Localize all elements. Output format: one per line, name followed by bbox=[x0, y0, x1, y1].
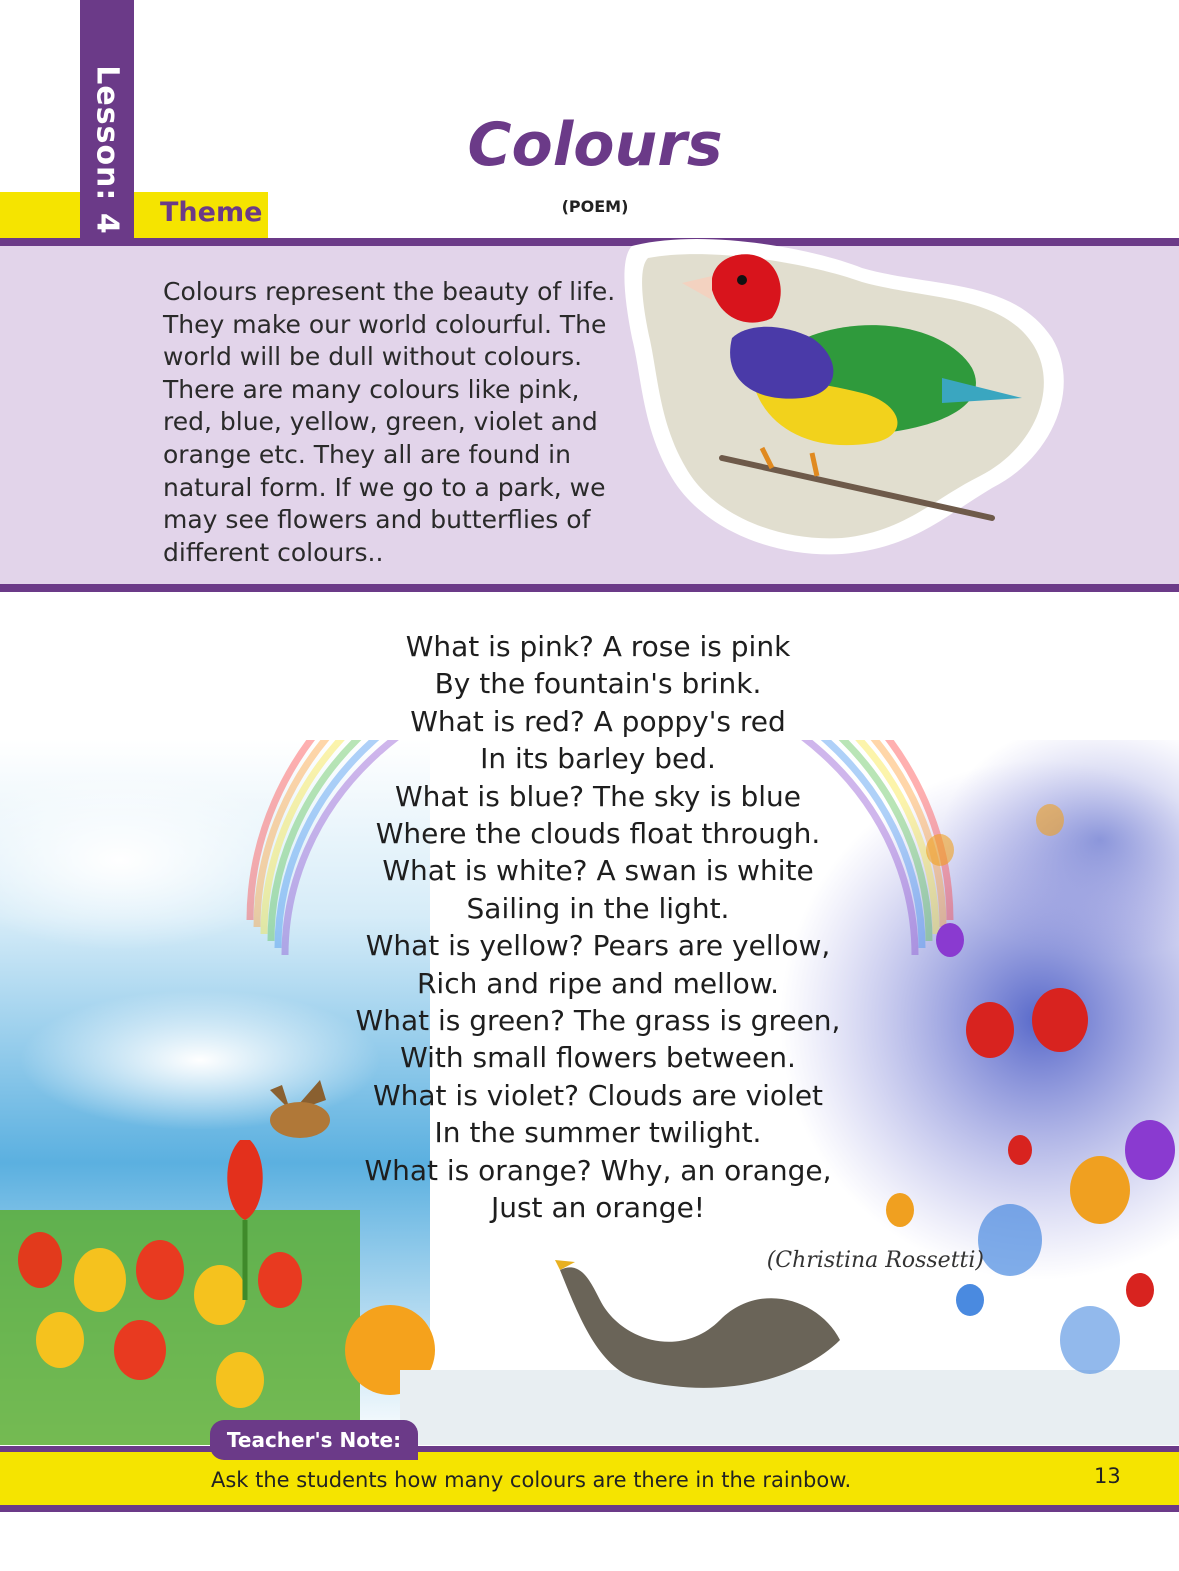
theme-line: world will be dull without colours. bbox=[163, 342, 583, 372]
page-subtitle: (POEM) bbox=[561, 197, 629, 216]
page-number: 13 bbox=[1094, 1464, 1121, 1488]
teacher-note-label: Teacher's Note: bbox=[226, 1428, 402, 1452]
poem-line: What is yellow? Pears are yellow, bbox=[365, 929, 831, 963]
poem-line: What is blue? The sky is blue bbox=[394, 779, 802, 813]
teacher-note-tab bbox=[210, 1420, 418, 1460]
poem-line: What is violet? Clouds are violet bbox=[372, 1078, 824, 1112]
poem-line: Just an orange! bbox=[490, 1191, 706, 1225]
theme-label: Theme bbox=[160, 197, 263, 228]
poem-line: With small flowers between. bbox=[400, 1041, 796, 1075]
theme-yellow-band bbox=[0, 192, 80, 238]
theme-line: Colours represent the beauty of life. bbox=[163, 277, 616, 306]
theme-tab bbox=[134, 192, 268, 238]
theme-line: orange etc. They all are found in bbox=[163, 439, 571, 469]
page-title: Colours bbox=[467, 110, 723, 180]
theme-line: red, blue, yellow, green, violet and bbox=[163, 407, 598, 437]
poem-line: Where the clouds float through. bbox=[375, 817, 821, 851]
poem-line: What is green? The grass is green, bbox=[355, 1004, 841, 1038]
poem-line: By the fountain's brink. bbox=[434, 667, 762, 701]
poem-line: What is pink? A rose is pink bbox=[405, 630, 791, 663]
theme-paragraph bbox=[163, 276, 623, 569]
theme-line: may see flowers and butterflies of bbox=[163, 505, 591, 535]
lesson-label: Lesson: 4 bbox=[89, 65, 125, 235]
theme-line: different colours.. bbox=[163, 537, 384, 567]
poem-line: Rich and ripe and mellow. bbox=[416, 966, 780, 1000]
theme-line: There are many colours like pink, bbox=[163, 374, 580, 404]
poem-line: In its barley bed. bbox=[480, 742, 716, 776]
poem-author: (Christina Rossetti) bbox=[766, 1248, 984, 1273]
poem-line: What is orange? Why, an orange, bbox=[364, 1153, 832, 1187]
theme-line: They make our world colourful. The bbox=[163, 309, 607, 339]
poem-text bbox=[298, 628, 898, 1227]
poem-line: In the summer twilight. bbox=[434, 1116, 762, 1150]
poem-line: Sailing in the light. bbox=[466, 891, 730, 925]
finch-illustration bbox=[612, 228, 1072, 558]
theme-line: natural form. If we go to a park, we bbox=[163, 472, 606, 502]
teacher-note-text: Ask the students how many colours are there in the rainbow. bbox=[211, 1468, 852, 1492]
poem-line: What is white? A swan is white bbox=[382, 854, 814, 888]
poem-line: What is red? A poppy's red bbox=[410, 704, 786, 738]
